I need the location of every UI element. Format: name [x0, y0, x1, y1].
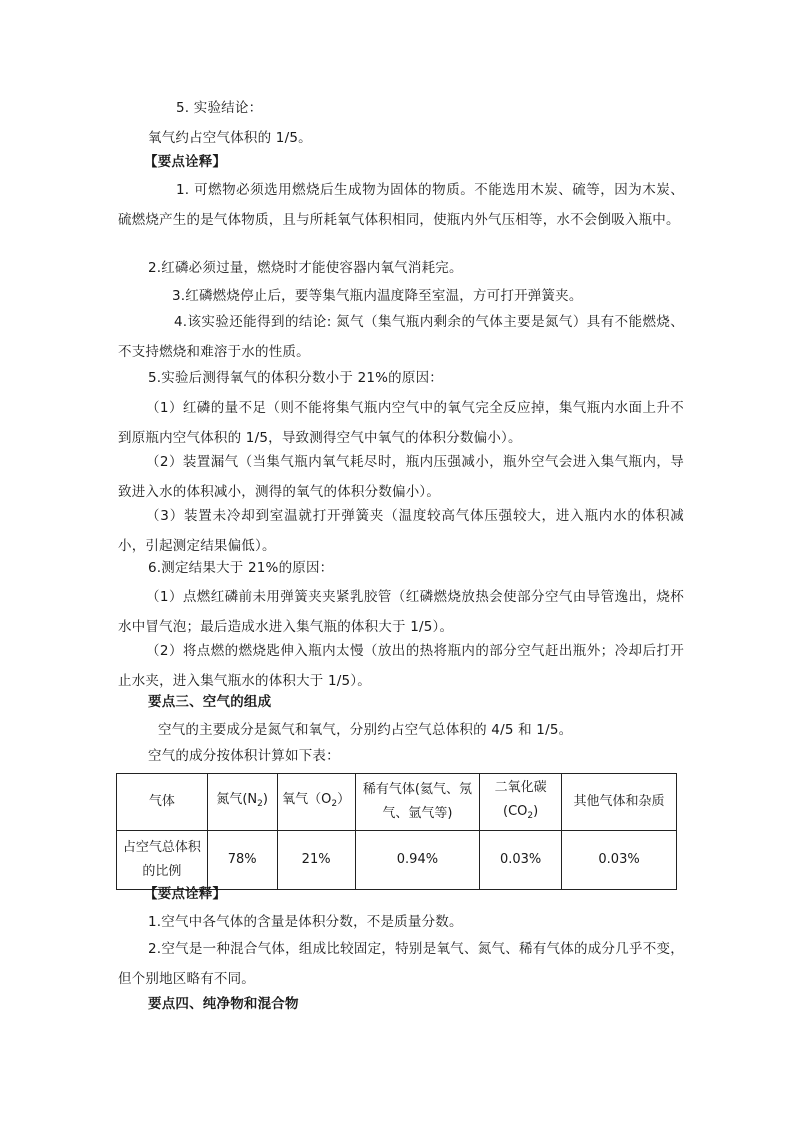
value-other-gases: 0.03% [562, 831, 677, 890]
note-volume-fraction: 1.空气中各气体的含量是体积分数，不是质量分数。 [148, 914, 463, 930]
note-1: 1. 可燃物必须选用燃烧后生成物为固体的物质。不能选用木炭、硫等，因为木炭、硫燃烧产生的是气体物质，且与所耗氧气体积相同，使瓶内外气压相等，水不会倒吸入瓶中。 [118, 182, 684, 228]
reason-large-heading: 6.测定结果大于 21%的原因： [148, 560, 334, 576]
section-item-5: 5. 实验结论： [176, 100, 263, 116]
header-oxygen: 氧气$(O_2)$ [277, 774, 355, 831]
note-heading: 【要点诠释】 [144, 154, 227, 170]
value-oxygen: 21% [277, 831, 355, 890]
header-other-gases: 其他气体和杂质 [562, 774, 677, 831]
header-rare-gases: 稀有气体(氦气、氖气、氩气等) [355, 774, 480, 831]
note-mixture: 2.空气是一种混合气体，组成比较固定，特别是氧气、氮气、稀有气体的成分几乎不变，但个别地区略有不同。 [118, 941, 684, 987]
reason-large-1: （1）点燃红磷前未用弹簧夹夹紧乳胶管（红磷燃烧放热会使部分空气由导管逸出，烧杯水中冒气泡；最后造成水进入集气瓶的体积大于 1/5）。 [118, 589, 684, 635]
reason-small-2: （2）装置漏气（当集气瓶内氧气耗尽时，瓶内压强减小，瓶外空气会进入集气瓶内，导致进入水的体积减小，测得的氧气的体积分数偏小）。 [118, 454, 684, 500]
row-label: 占空气总体积的比例 [117, 831, 208, 890]
note-4: 4.该实验还能得到的结论: 氮气（集气瓶内剩余的气体主要是氮气）具有不能燃烧、不支持燃烧和难溶于水的性质。 [118, 314, 684, 360]
section-heading-air-composition: 要点三、空气的组成 [148, 694, 272, 710]
value-carbon-dioxide: 0.03% [480, 831, 562, 890]
air-main-components: 空气的主要成分是氮气和氧气，分别约占空气总体积的 4/5 和 1/5。 [158, 722, 573, 738]
note-3: 3.红磷燃烧停止后，要等集气瓶内温度降至室温，方可打开弹簧夹。 [172, 288, 583, 304]
table-row [117, 831, 677, 890]
reason-small-heading: 5.实验后测得氧气的体积分数小于 21%的原因： [148, 370, 443, 386]
table-intro: 空气的成分按体积计算如下表： [148, 748, 340, 764]
value-nitrogen: 78% [207, 831, 277, 890]
reason-small-3: （3）装置未冷却到室温就打开弹簧夹（温度较高气体压强较大，进入瓶内水的体积减小，引起测定结果偏低）。 [118, 508, 684, 554]
note-2: 2.红磷必须过量，燃烧时才能使容器内氧气消耗完。 [148, 260, 463, 276]
reason-small-1: （1）红磷的量不足（则不能将集气瓶内空气中的氧气完全反应掉，集气瓶内水面上升不到原瓶内空气体积的 1/5，导致测得空气中氧气的体积分数偏小）。 [118, 400, 684, 446]
reason-large-2: （2）将点燃的燃烧匙伸入瓶内太慢（放出的热将瓶内的部分空气赶出瓶外；冷却后打开止水夹，进入集气瓶水的体积大于 1/5）。 [118, 643, 684, 689]
conclusion-text: 氧气约占空气体积的 1/5。 [148, 130, 312, 146]
section-heading-pure-mixture: 要点四、纯净物和混合物 [148, 996, 299, 1012]
header-carbon-dioxide: 二氧化碳$(CO_2)$ [480, 774, 562, 831]
table-header-row [117, 774, 677, 831]
value-rare-gases: 0.94% [355, 831, 480, 890]
header-nitrogen: 氮气$(N_2)$ [207, 774, 277, 831]
air-composition-table [116, 773, 677, 890]
note-heading-2: 【要点诠释】 [144, 886, 227, 902]
header-gas: 气体 [117, 774, 208, 831]
